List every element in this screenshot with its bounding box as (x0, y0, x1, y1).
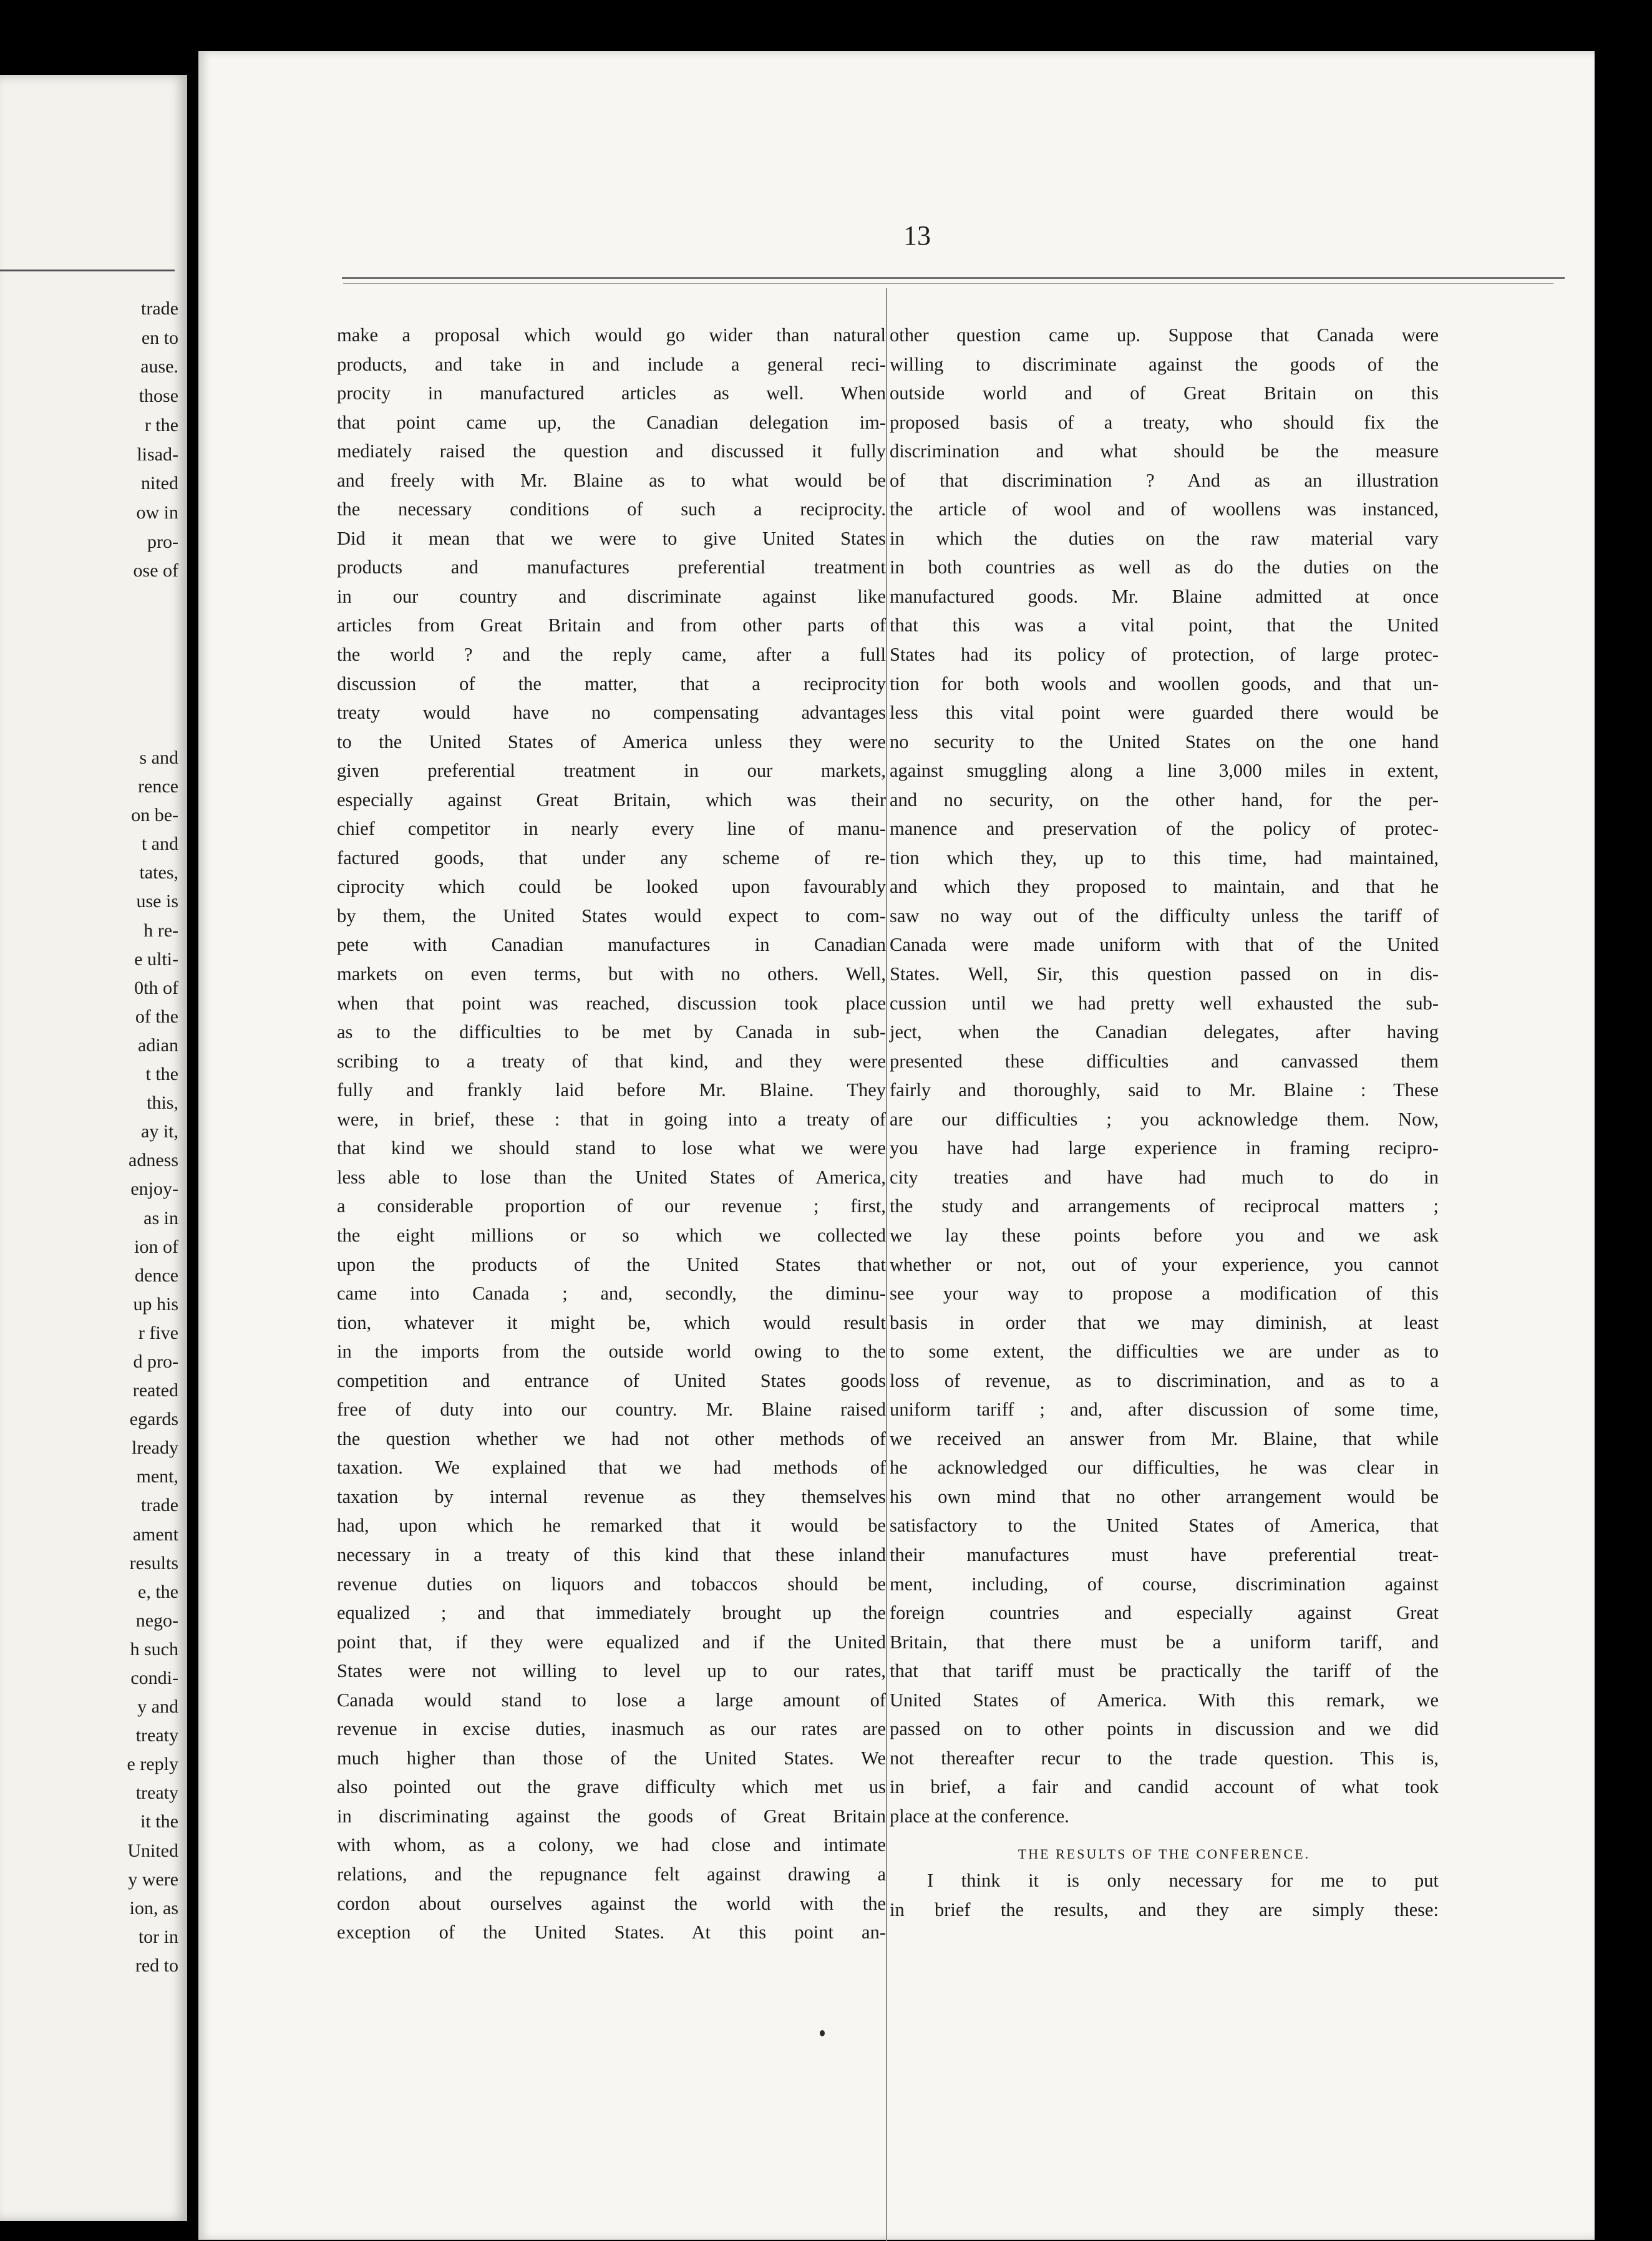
text-line: products and manufactures preferential treatment (337, 557, 886, 578)
text-line: the eight millions or so which we collected (337, 1224, 886, 1246)
text-line: and freely with Mr. Blaine as to what would be (337, 469, 886, 491)
text-line: scribing to a treaty of that kind, and they were (337, 1050, 886, 1072)
text-line: discrimination and what should be the measure (890, 440, 1439, 462)
text-line: tion for both wools and woollen goods, and that un- (890, 673, 1439, 694)
text-line: discussion of the matter, that a reciprocity (337, 673, 886, 694)
text-line: t the (145, 1064, 178, 1085)
text-line: e reply (127, 1754, 178, 1775)
text-line: loss of revenue, as to discrimination, and as to a (890, 1369, 1439, 1391)
text-line: United States of America. With this remark, we (890, 1689, 1439, 1711)
text-line: factured goods, that under any scheme of re- (337, 847, 886, 868)
text-line: United (127, 1840, 178, 1861)
text-line: treaty (135, 1725, 178, 1746)
text-line: willing to discriminate against the goods of the (890, 353, 1439, 375)
text-line: trade (141, 298, 178, 319)
text-line: Did it mean that we were to give United States (337, 527, 886, 549)
text-line: ment, (136, 1466, 178, 1487)
text-line: make a proposal which would go wider than natural (337, 324, 886, 346)
text-line: of the (135, 1006, 178, 1027)
text-line: you have had large experience in framing recipro- (890, 1137, 1439, 1159)
text-line: ment, including, of course, discrimination against (890, 1573, 1439, 1595)
previous-page-column-two (0, 744, 178, 1980)
text-line: t and (141, 834, 178, 855)
text-line: on be- (131, 805, 178, 826)
previous-page-column-one (0, 294, 178, 586)
text-line: procity in manufactured articles as well. When (337, 382, 886, 404)
text-line: h re- (143, 920, 178, 941)
text-line: the study and arrangements of reciprocal matters ; (890, 1195, 1439, 1217)
text-line: I think it is only necessary for me to put (927, 1869, 1439, 1891)
text-line: tion which they, up to this time, had maintained, (890, 847, 1439, 868)
text-line: had, upon which he remarked that it would be (337, 1515, 886, 1537)
text-line: chief competitor in nearly every line of manu- (337, 818, 886, 840)
text-line: a considerable proportion of our revenue ; first, (337, 1195, 886, 1217)
text-line: tates, (139, 862, 178, 883)
text-line: ament (132, 1524, 178, 1545)
text-line: markets on even terms, but with no others. Well, (337, 963, 886, 985)
document-page (198, 51, 1595, 2240)
text-line: equalized ; and that immediately brought up the (337, 1602, 886, 1624)
text-line: lready (132, 1437, 178, 1459)
text-line: not thereafter recur to the trade question. This is, (890, 1747, 1439, 1769)
text-line: y and (137, 1696, 178, 1718)
text-line: cordon about ourselves against the world with the (337, 1892, 886, 1914)
text-line: pro- (147, 531, 178, 552)
text-line: when that point was reached, discussion took place (337, 992, 886, 1014)
text-line: those (138, 386, 178, 407)
text-line: y were (128, 1869, 178, 1890)
text-line: results (129, 1552, 178, 1573)
text-line: mediately raised the question and discussed it fully (337, 440, 886, 462)
header-rule-thin (343, 283, 1553, 284)
text-line: treaty would have no compensating advantages (337, 702, 886, 724)
text-line: cussion until we had pretty well exhausted the sub- (890, 992, 1439, 1014)
text-line: the question whether we had not other methods of (337, 1427, 886, 1449)
text-line: that point came up, the Canadian delegation im- (337, 411, 886, 433)
text-line: the necessary conditions of such a reciprocity. (337, 498, 886, 520)
heading-spacer (890, 1830, 1439, 1837)
text-line: foreign countries and especially against Great (890, 1602, 1439, 1624)
text-line: e ulti- (134, 948, 178, 970)
text-line: exception of the United States. At this point an- (337, 1922, 886, 1943)
text-line: ay it, (141, 1121, 178, 1142)
left-text-column (337, 321, 886, 1947)
text-line: condi- (130, 1668, 178, 1688)
text-line: nited (141, 473, 178, 494)
column-divider (886, 288, 887, 2241)
text-line: in brief the results, and they are simply these: (890, 1898, 1439, 1920)
text-line: with whom, as a colony, we had close and intimate (337, 1834, 886, 1856)
text-line: use is (136, 891, 178, 912)
previous-page-fragment (0, 75, 187, 2221)
text-line: to the United States of America unless they were (337, 731, 886, 752)
text-line: h such (130, 1638, 178, 1660)
text-line: uniform tariff ; and, after discussion of some time, (890, 1399, 1439, 1421)
text-line: other question came up. Suppose that Canada were (890, 324, 1439, 346)
text-line: as in (143, 1207, 178, 1228)
text-line: necessary in a treaty of this kind that these inland (337, 1543, 886, 1565)
text-line: to some extent, the difficulties we are under as to (890, 1341, 1439, 1363)
text-line: this, (147, 1092, 178, 1114)
text-line: manufactured goods. Mr. Blaine admitted at once (890, 585, 1439, 607)
text-line: fairly and thoroughly, said to Mr. Blaine : These (890, 1079, 1439, 1101)
text-line: up his (133, 1293, 178, 1315)
text-line: lisad- (137, 444, 178, 465)
text-line: against smuggling along a line 3,000 miles in extent, (890, 760, 1439, 782)
text-line: that kind we should stand to lose what we were (337, 1137, 886, 1159)
text-line: Canada were made uniform with that of the United (890, 934, 1439, 956)
text-line: less this vital point were guarded there would be (890, 702, 1439, 724)
text-line: it the (140, 1811, 178, 1832)
text-line: ose of (133, 560, 178, 581)
ink-speck (820, 2030, 825, 2036)
previous-page-rule (0, 270, 175, 271)
text-line: basis in order that we may diminish, at least (890, 1311, 1439, 1333)
text-line: States had its policy of protection, of large protec- (890, 644, 1439, 666)
text-line: much higher than those of the United States. We (337, 1747, 886, 1769)
text-line: were, in brief, these : that in going into a treaty of (337, 1108, 886, 1130)
text-line: his own mind that no other arrangement would be (890, 1485, 1439, 1507)
text-line: in discriminating against the goods of Great Britain (337, 1805, 886, 1827)
page-number: 13 (903, 220, 931, 251)
text-line: rence (138, 776, 178, 797)
text-line: adness (129, 1150, 178, 1171)
text-line: ion, as (129, 1897, 178, 1918)
text-line: treaty (135, 1782, 178, 1804)
text-line: reated (132, 1380, 178, 1401)
text-line: e, the (138, 1581, 178, 1602)
text-line: red to (135, 1955, 178, 1976)
text-line: satisfactory to the United States of America, that (890, 1515, 1439, 1537)
text-line: by them, the United States would expect to com- (337, 905, 886, 926)
text-line: Canada would stand to lose a large amount of (337, 1689, 886, 1711)
text-line: also pointed out the grave difficulty which met us (337, 1776, 886, 1798)
text-line: in the imports from the outside world owing to the (337, 1341, 886, 1363)
text-line: we lay these points before you and we ask (890, 1224, 1439, 1246)
text-line: upon the products of the United States that (337, 1253, 886, 1275)
text-line: city treaties and have had much to do in (890, 1166, 1439, 1188)
text-line: products, and take in and include a general reci- (337, 353, 886, 375)
text-line: are our difficulties ; you acknowledge them. Now, (890, 1108, 1439, 1130)
text-line: revenue duties on liquors and tobaccos should be (337, 1573, 886, 1595)
text-line: pete with Canadian manufactures in Canadian (337, 934, 886, 956)
text-line: ciprocity which could be looked upon favourably (337, 876, 886, 898)
text-line: taxation. We explained that we had methods of (337, 1457, 886, 1479)
text-line: whether or not, out of your experience, you cannot (890, 1253, 1439, 1275)
text-line: States were not willing to level up to our rates, (337, 1660, 886, 1682)
text-line: competition and entrance of United States goods (337, 1369, 886, 1391)
text-line: 0th of (134, 977, 178, 998)
text-line: given preferential treatment in our markets, (337, 760, 886, 782)
text-line: and which they proposed to maintain, and that he (890, 876, 1439, 898)
text-line: less able to lose than the United States of America, (337, 1166, 886, 1188)
text-line: enjoy- (130, 1179, 178, 1200)
text-line: manence and preservation of the policy of protec- (890, 818, 1439, 840)
text-line: articles from Great Britain and from other parts of (337, 615, 886, 636)
text-line: in brief, a fair and candid account of what took (890, 1776, 1439, 1798)
text-line: came into Canada ; and, secondly, the diminu- (337, 1283, 886, 1305)
text-line: trade (141, 1495, 178, 1516)
text-line: and no security, on the other hand, for the per- (890, 789, 1439, 810)
text-line: passed on to other points in discussion and we did (890, 1718, 1439, 1740)
text-line: ion of (134, 1236, 178, 1257)
text-line: of that discrimination ? And as an illustration (890, 469, 1439, 491)
text-line: Britain, that there must be a uniform tariff, and (890, 1631, 1439, 1653)
text-line: free of duty into our country. Mr. Blaine raised (337, 1399, 886, 1421)
text-line: especially against Great Britain, which was their (337, 789, 886, 810)
text-line: ow in (136, 502, 178, 523)
text-line: that that tariff must be practically the tariff of the (890, 1660, 1439, 1682)
text-line: point that, if they were equalized and if the United (337, 1631, 886, 1653)
text-line: outside world and of Great Britain on this (890, 382, 1439, 404)
section-heading: THE RESULTS OF THE CONFERENCE. (1018, 1846, 1311, 1862)
text-line: ject, when the Canadian delegates, after having (890, 1021, 1439, 1043)
text-line: see your way to propose a modification of this (890, 1283, 1439, 1305)
text-line: fully and frankly laid before Mr. Blaine. They (337, 1079, 886, 1101)
text-line: no security to the United States on the one hand (890, 731, 1439, 752)
text-line: the article of wool and of woollens was instanced, (890, 498, 1439, 520)
text-line: ause. (140, 356, 178, 377)
text-line: saw no way out of the difficulty unless the tariff of (890, 905, 1439, 926)
text-line: relations, and the repugnance felt against drawing a (337, 1863, 886, 1885)
text-line: r five (138, 1322, 178, 1343)
text-line: d pro- (133, 1351, 178, 1372)
text-line: in which the duties on the raw material vary (890, 527, 1439, 549)
text-line: States. Well, Sir, this question passed on in dis- (890, 963, 1439, 985)
text-line: proposed basis of a treaty, who should fix the (890, 411, 1439, 433)
text-line: en to (141, 327, 178, 348)
text-line: tor in (138, 1926, 178, 1947)
text-line: r the (144, 414, 178, 435)
text-line: presented these difficulties and canvassed them (890, 1050, 1439, 1072)
text-line: adian (138, 1034, 178, 1056)
text-line: we received an answer from Mr. Blaine, that while (890, 1427, 1439, 1449)
text-line: tion, whatever it might be, which would result (337, 1311, 886, 1333)
text-line: that this was a vital point, that the United (890, 615, 1439, 636)
text-line: he acknowledged our difficulties, he was clear in (890, 1457, 1439, 1479)
text-line: in both countries as well as do the duties on the (890, 557, 1439, 578)
text-line: revenue in excise duties, inasmuch as our rates are (337, 1718, 886, 1740)
text-line: dence (135, 1265, 178, 1286)
text-line: in our country and discriminate against like (337, 585, 886, 607)
text-line: s and (139, 747, 178, 768)
text-line: their manufactures must have preferential treat- (890, 1543, 1439, 1565)
text-line: as to the difficulties to be met by Canada in sub- (337, 1021, 886, 1043)
text-line: place at the conference. (890, 1805, 1069, 1827)
text-line: nego- (135, 1610, 178, 1631)
text-line: egards (129, 1409, 178, 1430)
text-line: taxation by internal revenue as they themselves (337, 1485, 886, 1507)
right-text-column (890, 321, 1439, 1924)
header-rule (342, 277, 1565, 279)
text-line: the world ? and the reply came, after a full (337, 644, 886, 666)
